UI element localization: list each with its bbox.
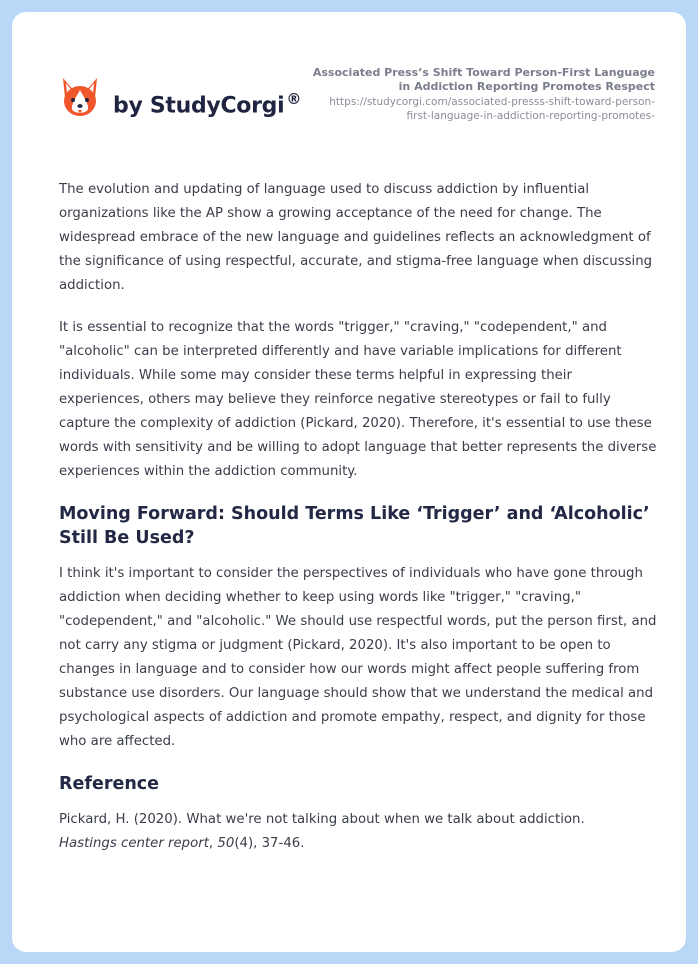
reference-volume: 50 [217,836,235,851]
studycorgi-logo[interactable] [59,76,301,124]
document-source-url[interactable]: https://studycorgi.com/associated-presss-shift-toward-person-first-language-in-addiction-reporting-promotes- [329,96,655,122]
reference-entry [59,808,659,856]
section-heading-reference: Reference [59,774,160,794]
body-paragraph-2: It is essential to recognize that the words "trigger," "craving," "codependent," and "alcoholic" can be interpreted differently and have variable implications for different individuals. While some may consider these terms helpful in expressing their experiences, others may believe they reinforce negative stereotypes or fail to fully capture the complexity of addiction (Pickard, 2020). Therefore, it's essential to use these words with sensitivity and be willing to adopt language that better represents the diverse experiences within the addiction community. [59,320,657,479]
corgi-logo-icon [59,76,101,124]
reference-issue-pages: (4), 37-46. [234,836,305,851]
document-meta [305,66,655,123]
document-source-title: Associated Press’s Shift Toward Person-First Language in Addiction Reporting Promotes Respect [312,66,655,93]
document-page [12,12,686,952]
page-header [12,12,686,152]
reference-authors-title: Pickard, H. (2020). What we're not talking about when we talk about addiction. [59,812,585,827]
registered-mark: ® [286,89,302,108]
body-paragraph-3: I think it's important to consider the perspectives of individuals who have gone through addiction when deciding whether to keep using words like "trigger," "craving," "codependent," and "alcoholic." We should use respectful words, put the person first, and not carry any stigma or judgment (Pickard, 2020). It's also important to be open to changes in language and to consider how our words might affect people suffering from substance use disorders. Our language should show that we understand the medical and psychological aspects of addiction and promote empathy, respect, and dignity for those who are affected. [59,566,657,749]
reference-separator: , [208,836,218,851]
document-body [59,178,659,856]
section-heading-moving-forward: Moving Forward: Should Terms Like ‘Trigger’ and ‘Alcoholic’ Still Be Used? [59,504,650,548]
reference-journal: Hastings center report [59,836,209,851]
logo-wordmark: by StudyCorgi ® [113,89,302,119]
body-paragraph-1: The evolution and updating of language used to discuss addiction by influential organizations like the AP show a growing acceptance of the need for change. The widespread embrace of the new language and guidelines reflects an acknowledgment of the significance of using respectful, accurate, and stigma-free language when discussing addiction. [59,182,653,293]
